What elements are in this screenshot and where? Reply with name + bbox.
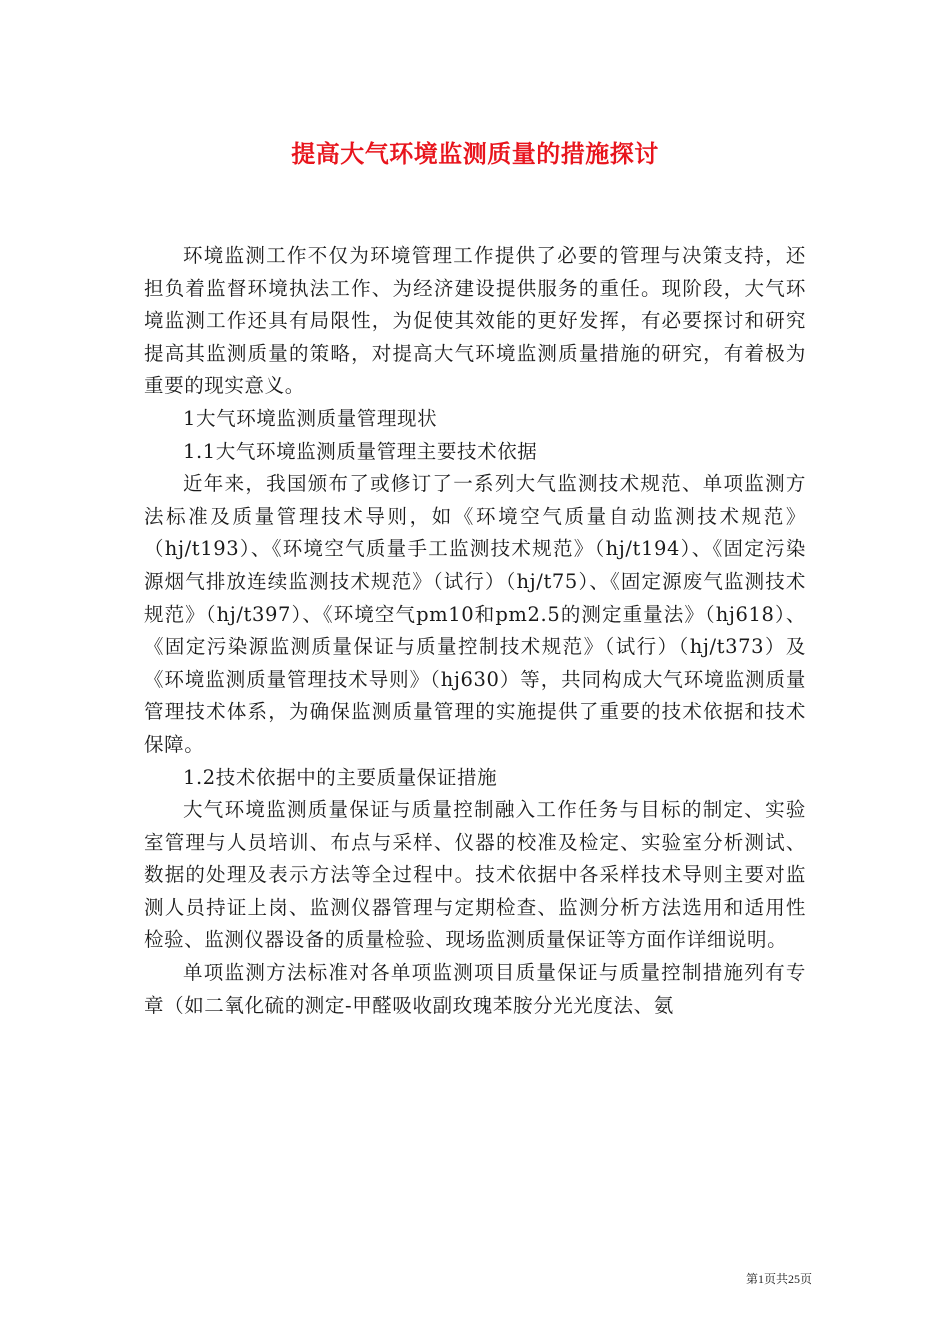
heading-section-1-2: 1.2技术依据中的主要质量保证措施 <box>183 765 498 789</box>
page-number: 第1页共25页 <box>745 1272 812 1286</box>
paragraph-quality-assurance: 大气环境监测质量保证与质量控制融入工作任务与目标的制定、实验室管理与人员培训、布点与采样、仪器的校准及检定、实验室分析测试、数据的处理及表示方法等全过程中。技术依据中各采样技术导则主要对监测人员持证上岗、监测仪器管理与定期检查、监测分析方法选用和适用性检验、监测仪器设备的质量检验、现场监测质量保证等方面作详细说明。 <box>144 798 806 952</box>
paragraph-single-method: 单项监测方法标准对各单项监测项目质量保证与质量控制措施列有专章（如二氧化硫的测定-甲醛吸收副玫瑰苯胺分光光度法、氨 <box>144 961 806 1017</box>
document-title: 提高大气环境监测质量的措施探讨 <box>291 139 659 168</box>
document-body <box>144 240 806 1022</box>
paragraph-technical-basis: 近年来，我国颁布了或修订了一系列大气监测技术规范、单项监测方法标准及质量管理技术导则，如《环境空气质量自动监测技术规范》（hj/t193）、《环境空气质量手工监测技术规范》（hj/t194）、《固定污染源烟气排放连续监测技术规范》（试行）（hj/t75）、《固定源废气监测技术规范》（hj/t397）、《环境空气pm10和pm2.5的测定重量法》（hj618）、《固定污染源监测质量保证与质量控制技术规范》（试行）（hj/t373）及《环境监测质量管理技术导则》（hj630）等，共同构成大气环境监测质量管理技术体系，为确保监测质量管理的实施提供了重要的技术依据和技术保障。 <box>144 472 806 756</box>
paragraph-intro: 环境监测工作不仅为环境管理工作提供了必要的管理与决策支持，还担负着监督环境执法工作、为经济建设提供服务的重任。现阶段，大气环境监测工作还具有局限性，为促使其效能的更好发挥，有必要探讨和研究提高其监测质量的策略，对提高大气环境监测质量措施的研究，有着极为重要的现实意义。 <box>144 244 806 398</box>
heading-section-1-1: 1.1大气环境监测质量管理主要技术依据 <box>183 439 538 463</box>
heading-section-1: 1大气环境监测质量管理现状 <box>183 406 438 430</box>
